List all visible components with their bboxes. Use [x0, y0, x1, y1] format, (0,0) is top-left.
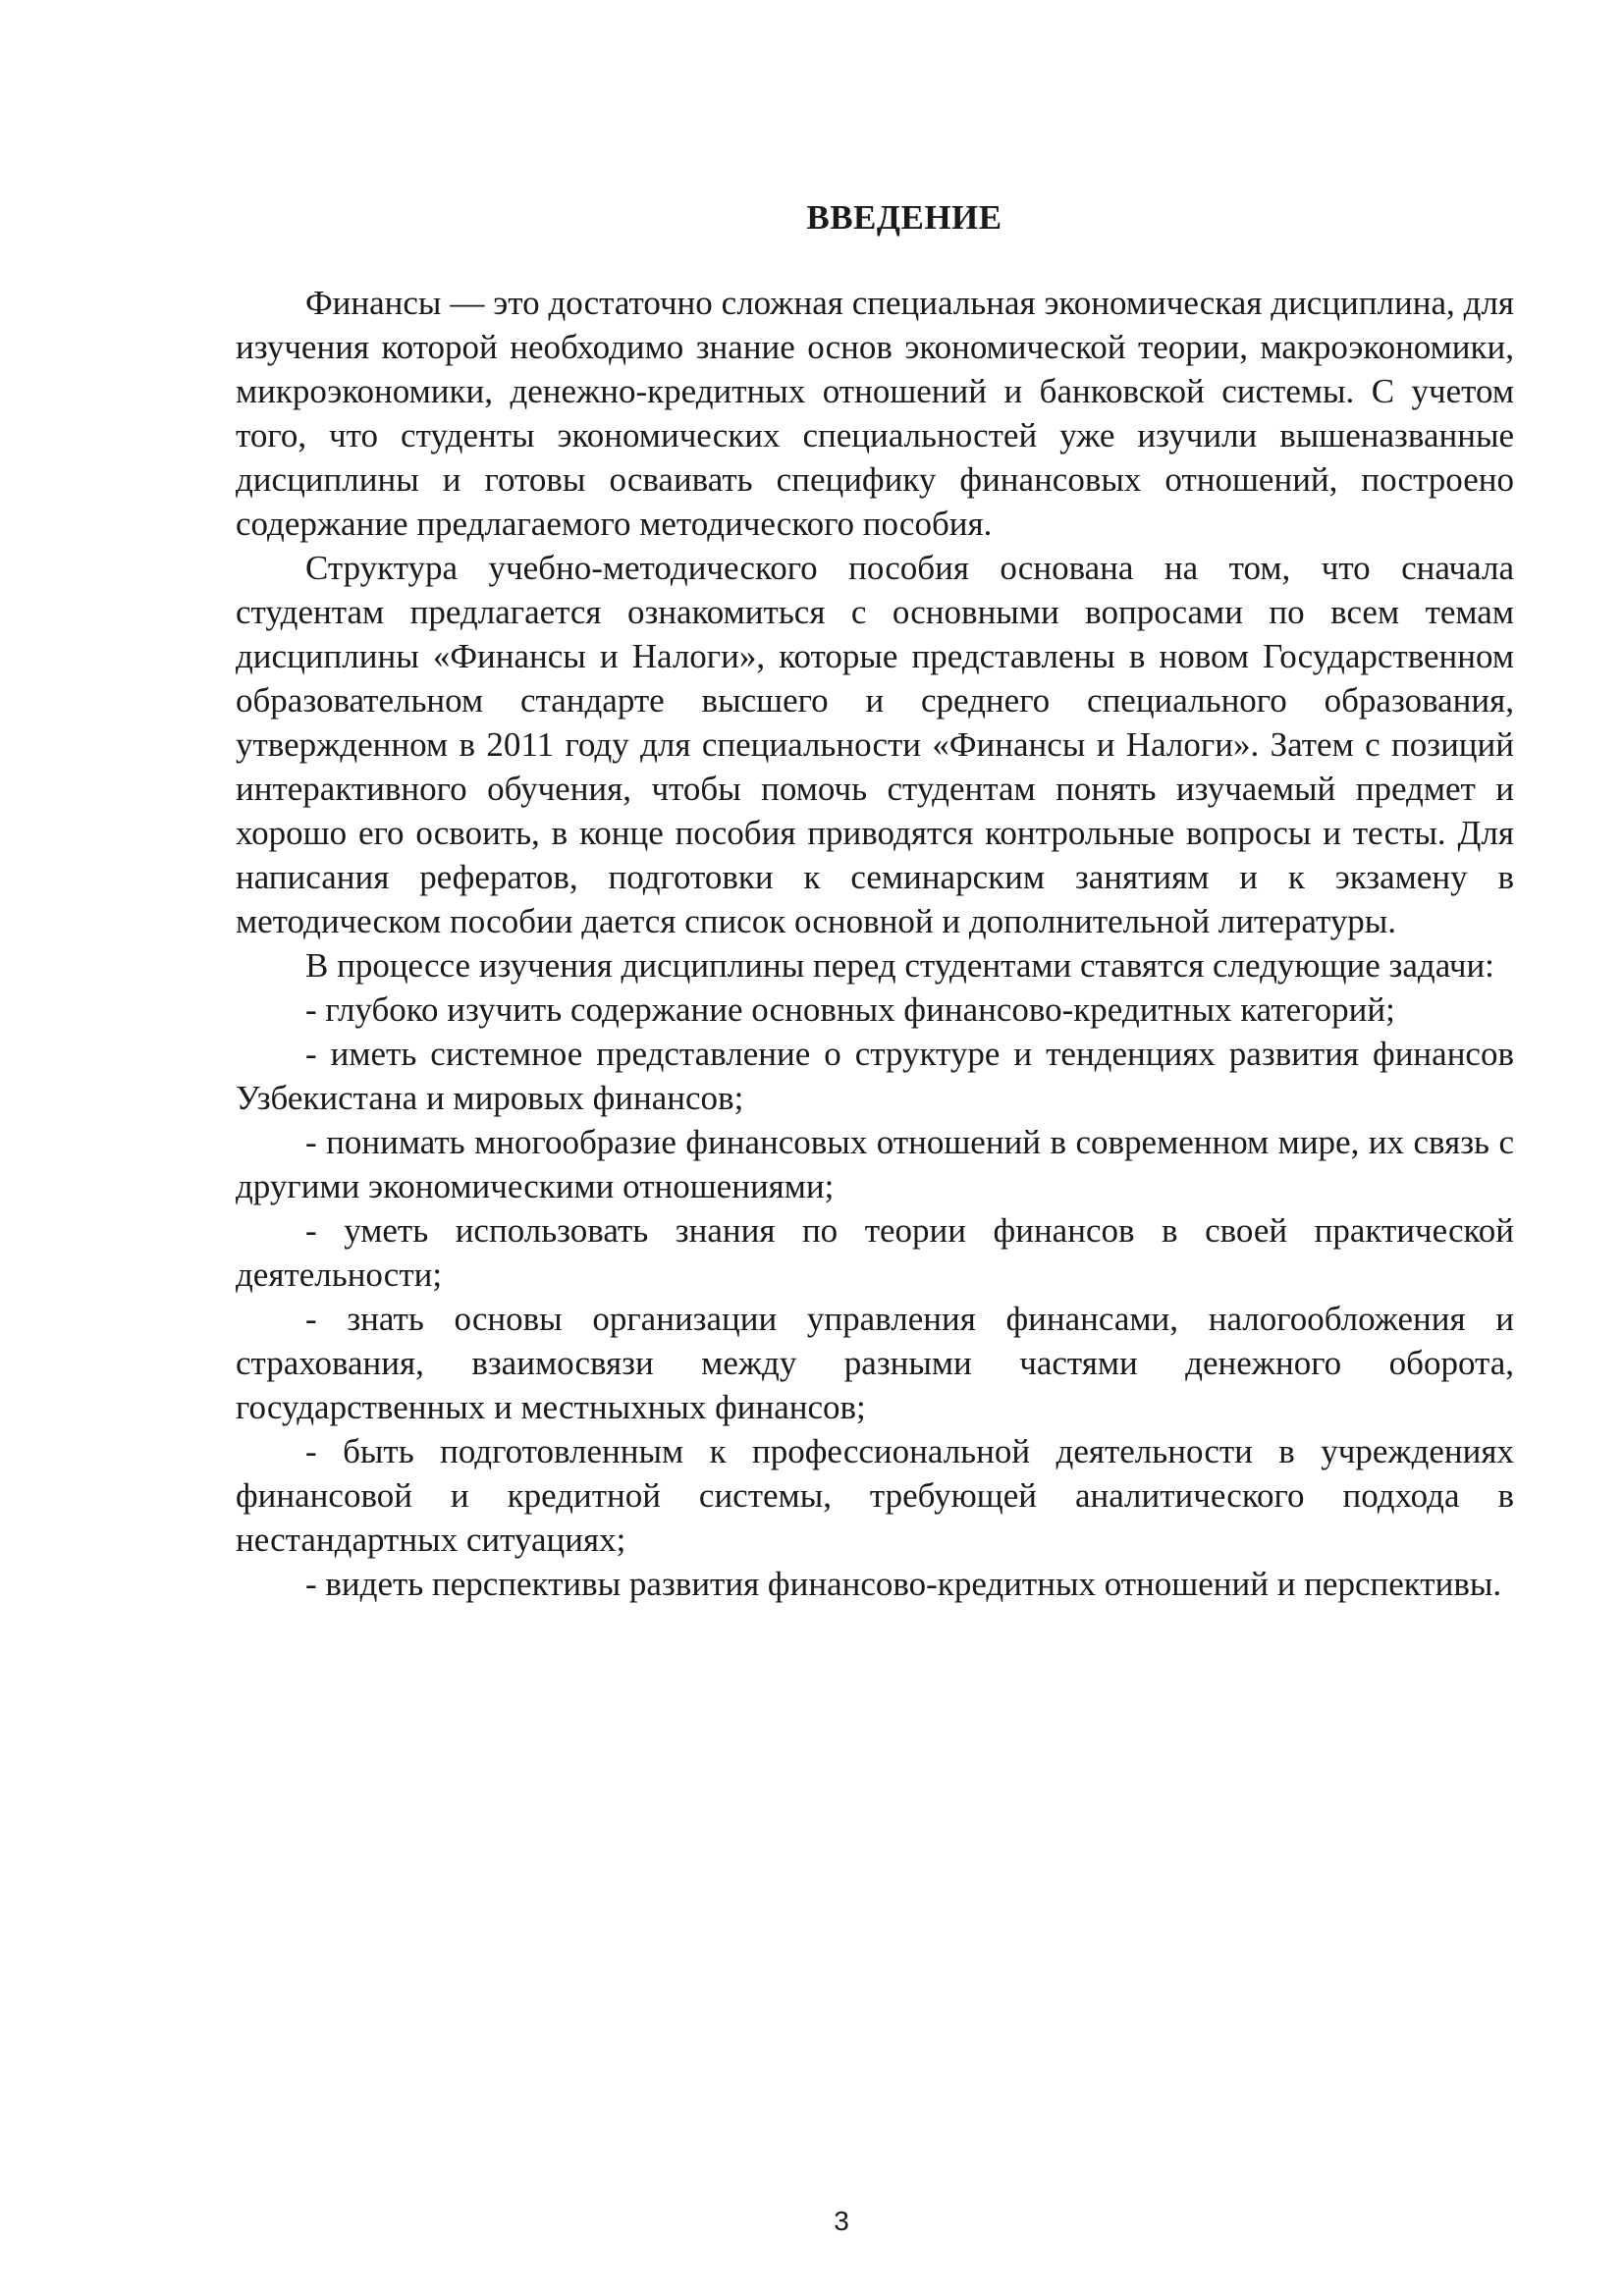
- task-list-item: - уметь использовать знания по теории финансов в своей практической деятельности;: [236, 1211, 1514, 1294]
- task-list-item: - иметь системное представление о структуре и тенденциях развития финансов Узбекистана и мировых финансов;: [236, 1035, 1514, 1117]
- task-list-item: - знать основы организации управления финансами, налогообложения и страхования, взаимосвязи между разными частями денежного оборота, государственных и местныхных финансов;: [236, 1300, 1514, 1426]
- task-list-item: - понимать многообразие финансовых отношений в современном мире, их связь с другими экономическими отношениями;: [236, 1123, 1514, 1205]
- paragraph-tasks-lead: В процессе изучения дисциплины перед студентами ставятся следующие задачи:: [305, 946, 1494, 985]
- page-number: 3: [834, 2206, 849, 2236]
- paragraph-intro: Финансы — это достаточно сложная специальная экономическая дисциплина, для изучения которой необходимо знание основ экономической теории, макроэкономики, микроэкономики, денежно-кредитных отношений и банковской системы. С учетом того, что студенты экономических специальностей уже изучили вышеназванные дисциплины и готовы осваивать специфику финансовых отношений, построено содержание предлагаемого методического пособия.: [236, 284, 1514, 543]
- document-page: [236, 196, 1514, 1606]
- section-title: ВВЕДЕНИЕ: [806, 198, 1002, 237]
- task-list-item: - видеть перспективы развития финансово-кредитных отношений и перспективы.: [305, 1565, 1502, 1603]
- paragraph-structure: Структура учебно-методического пособия основана на том, что сначала студентам предлагается ознакомиться с основными вопросами по всем темам дисциплины «Финансы и Налоги», которые представлены в новом Государственном образовательном стандарте высшего и среднего специального образования, утвержденном в 2011 году для специальности «Финансы и Налоги». Затем с позиций интерактивного обучения, чтобы помочь студентам понять изучаемый предмет и хорошо его освоить, в конце пособия приводятся контрольные вопросы и тесты. Для написания рефератов, подготовки к семинарским занятиям и к экзамену в методическом пособии дается список основной и дополнительной литературы.: [236, 549, 1514, 940]
- task-list-item: - глубоко изучить содержание основных финансово-кредитных категорий;: [305, 990, 1395, 1029]
- task-list-item: - быть подготовленным к профессиональной деятельности в учреждениях финансовой и кредитной системы, требующей аналитического подхода в нестандартных ситуациях;: [236, 1432, 1514, 1559]
- document-body: [236, 281, 1514, 1606]
